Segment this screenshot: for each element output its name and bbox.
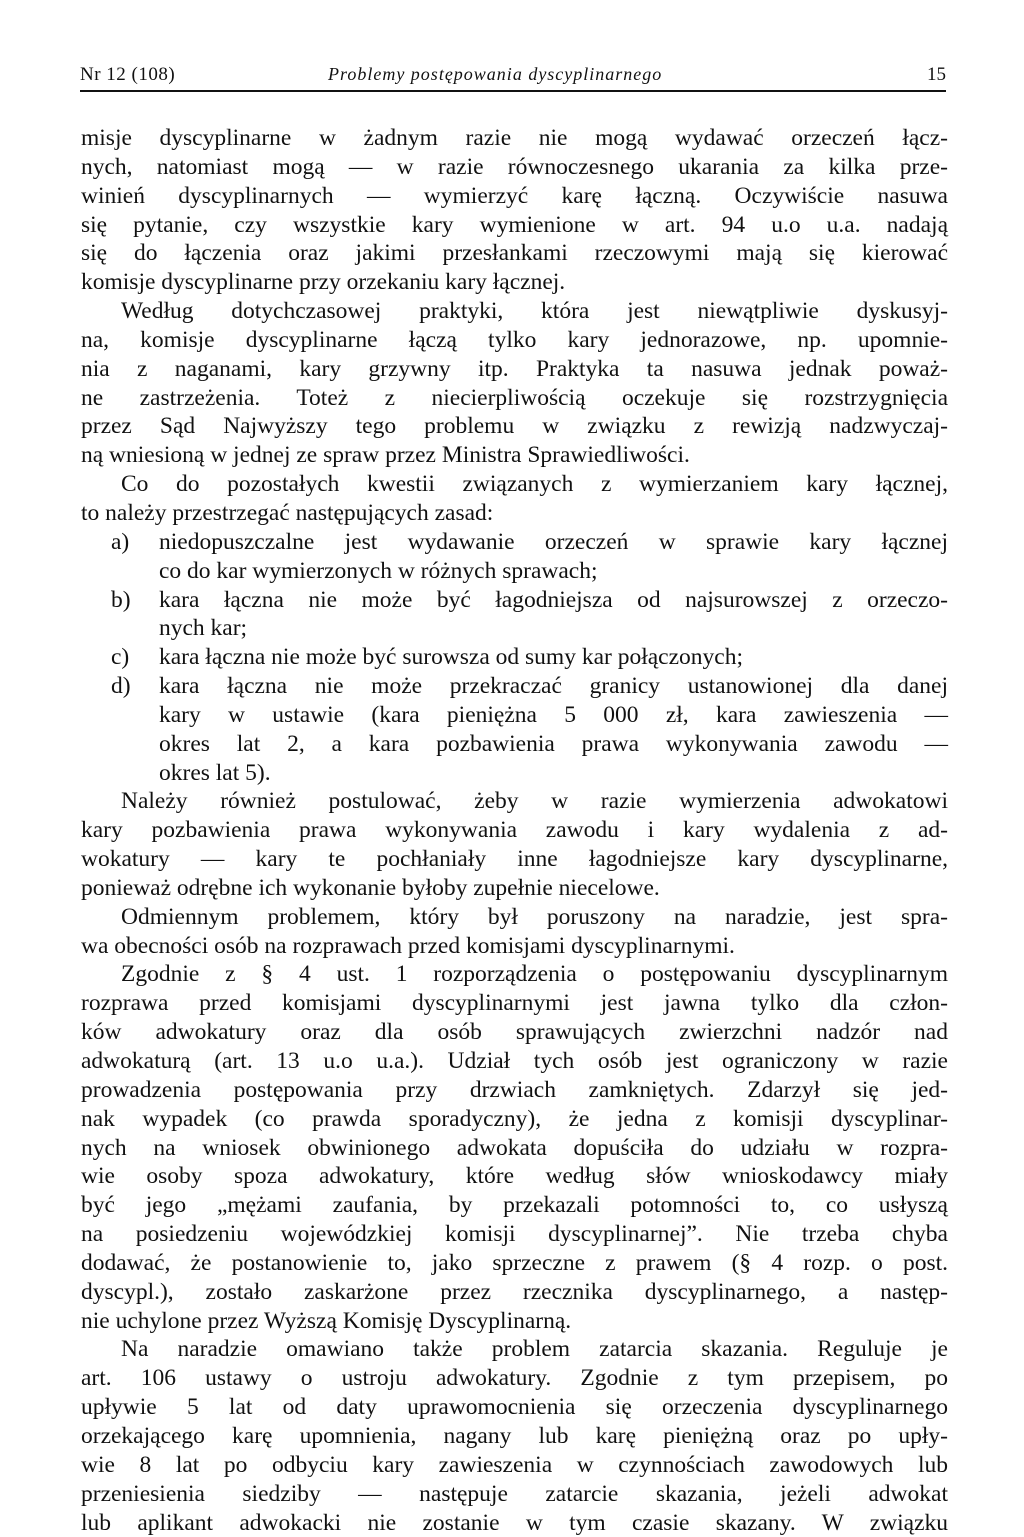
list-item-label: d)	[111, 672, 131, 701]
line-text: na posiedzeniu wojewódzkiej komisji dyscyplinarnej”. Nie trzeba chyba	[81, 1221, 948, 1247]
line-text: orzekającego karę upomnienia, nagany lub karę pieniężną oraz po upły-	[81, 1423, 948, 1449]
line-text: przez Sąd Najwyższy tego problemu w związku z rewizją nadzwyczaj-	[81, 413, 948, 439]
text-line	[81, 153, 948, 182]
text-line	[81, 1509, 948, 1537]
list-item-label: c)	[111, 643, 129, 672]
page-number: 15	[927, 64, 946, 86]
line-text: Według dotychczasowej praktyki, która jest niewątpliwie dyskusyj-	[121, 298, 948, 324]
line-text: winień dyscyplinarnych — wymierzyć karę łączną. Oczywiście nasuwa	[81, 183, 948, 209]
text-line	[81, 903, 948, 932]
text-line	[81, 182, 948, 211]
text-line	[81, 441, 948, 470]
line-text: ponieważ odrębne ich wykonanie byłoby zupełnie niecelowe.	[81, 875, 660, 901]
line-text: rozprawa przed komisjami dyscyplinarnymi jest jawna tylko dla człon-	[81, 990, 948, 1016]
list-item-line	[81, 528, 948, 557]
list-item-label: b)	[111, 586, 131, 615]
list-item-label: a)	[111, 528, 129, 557]
line-text: wie 8 lat po odbyciu kary zawieszenia w czynnościach zawodowych lub	[81, 1452, 948, 1478]
text-line	[81, 1451, 948, 1480]
line-text: się do łączenia oraz jakimi przesłankami rzeczowymi mają się kierować	[81, 240, 948, 266]
text-line	[81, 326, 948, 355]
text-line	[81, 1393, 948, 1422]
text-line	[81, 730, 948, 759]
text-line	[81, 1249, 948, 1278]
line-text: dodawać, że postanowienie to, jako sprzeczne z prawem (§ 4 rozp. o post.	[81, 1250, 948, 1276]
line-text: nie uchylone przez Wyższą Komisję Dyscyplinarną.	[81, 1308, 571, 1334]
text-line	[81, 1105, 948, 1134]
text-line	[81, 355, 948, 384]
issue-number: Nr 12 (108)	[80, 64, 175, 86]
list-item-line	[81, 643, 948, 672]
line-text: Na naradzie omawiano także problem zatarcia skazania. Reguluje je	[121, 1336, 948, 1362]
line-text: misje dyscyplinarne w żadnym razie nie mogą wydawać orzeczeń łącz-	[81, 125, 948, 151]
line-text: to należy przestrzegać następujących zasad:	[81, 500, 493, 526]
line-text: prowadzenia postępowania przy drzwiach zamkniętych. Zdarzył się jed-	[81, 1077, 948, 1103]
line-text: się pytanie, czy wszystkie kary wymienione w art. 94 u.o u.a. nadają	[81, 212, 948, 238]
text-line	[81, 1134, 948, 1163]
text-line	[81, 1076, 948, 1105]
line-text: dyscypl.), zostało zaskarżone przez rzecznika dyscyplinarnego, a następ-	[81, 1279, 948, 1305]
running-title: Problemy postępowania dyscyplinarnego	[328, 64, 662, 85]
line-text: wie osoby spoza adwokatury, które według słów wnioskodawcy miały	[81, 1163, 948, 1189]
text-line	[81, 614, 948, 643]
text-line	[81, 124, 948, 153]
text-line	[81, 239, 948, 268]
line-text: kara łączna nie może przekraczać granicy ustanowionej dla danej	[159, 673, 948, 699]
text-line	[81, 297, 948, 326]
line-text: przeniesienia siedziby — następuje zatarcie skazania, jeżeli adwokat	[81, 1481, 948, 1507]
line-text: adwokaturą (art. 13 u.o u.a.). Udział tych osób jest ograniczony w razie	[81, 1048, 948, 1074]
text-line	[81, 557, 948, 586]
line-text: kara łączna nie może być łagodniejsza od najsurowszej z orzeczo-	[159, 587, 948, 613]
text-line	[81, 412, 948, 441]
text-line	[81, 1162, 948, 1191]
line-text: ków adwokatury oraz dla osób sprawujących zwierzchni nadzór nad	[81, 1019, 948, 1045]
line-text: wa obecności osób na rozprawach przed komisjami dyscyplinarnymi.	[81, 933, 735, 959]
line-text: niedopuszczalne jest wydawanie orzeczeń w sprawie kary łącznej	[159, 529, 948, 555]
text-line	[81, 1018, 948, 1047]
line-text: lub aplikant adwokacki nie zostanie w tym czasie skazany. W związku	[81, 1510, 948, 1536]
line-text: nych na wniosek obwinionego adwokata dopuściła do udziału w rozpra-	[81, 1135, 948, 1161]
text-line	[81, 989, 948, 1018]
text-line	[81, 1480, 948, 1509]
text-line	[81, 874, 948, 903]
list-item-line	[81, 672, 948, 701]
line-text: art. 106 ustawy o ustroju adwokatury. Zgodnie z tym przepisem, po	[81, 1365, 948, 1391]
text-line	[81, 932, 948, 961]
list-item-line	[81, 586, 948, 615]
text-line	[81, 759, 948, 788]
text-line	[81, 845, 948, 874]
text-line	[81, 960, 948, 989]
line-text: kary w ustawie (kara pieniężna 5 000 zł, kara zawieszenia —	[159, 702, 948, 728]
text-line	[81, 1307, 948, 1336]
text-line	[81, 499, 948, 528]
line-text: nak wypadek (co prawda sporadyczny), że jedna z komisji dyscyplinar-	[81, 1106, 948, 1132]
line-text: Odmiennym problemem, który był poruszony na naradzie, jest spra-	[121, 904, 948, 930]
text-line	[81, 384, 948, 413]
line-text: komisje dyscyplinarne przy orzekaniu kary łącznej.	[81, 269, 565, 295]
line-text: wokatury — kary te pochłaniały inne łagodniejsze kary dyscyplinarne,	[81, 846, 948, 872]
line-text: nych kar;	[159, 615, 247, 641]
text-line	[81, 1422, 948, 1451]
line-text: kara łączna nie może być surowsza od sumy kar połączonych;	[159, 644, 743, 670]
text-line	[81, 816, 948, 845]
line-text: ne zastrzeżenia. Toteż z niecierpliwością oczekuje się rozstrzygnięcia	[81, 385, 948, 411]
text-line	[81, 1191, 948, 1220]
line-text: upływie 5 lat od daty uprawomocnienia się orzeczenia dyscyplinarnego	[81, 1394, 948, 1420]
text-line	[81, 211, 948, 240]
text-line	[81, 1220, 948, 1249]
text-line	[81, 1278, 948, 1307]
line-text: Należy również postulować, żeby w razie wymierzenia adwokatowi	[121, 788, 948, 814]
text-line	[81, 1335, 948, 1364]
line-text: kary pozbawienia prawa wykonywania zawodu i kary wydalenia z ad-	[81, 817, 948, 843]
line-text: nia z naganami, kary grzywny itp. Praktyka ta nasuwa jednak poważ-	[81, 356, 948, 382]
text-line	[81, 701, 948, 730]
line-text: nych, natomiast mogą — w razie równoczesnego ukarania za kilka prze-	[81, 154, 948, 180]
line-text: co do kar wymierzonych w różnych sprawach;	[159, 558, 598, 584]
text-line	[81, 470, 948, 499]
text-line	[81, 268, 948, 297]
article-body	[81, 124, 948, 1537]
line-text: Co do pozostałych kwestii związanych z wymierzaniem kary łącznej,	[121, 471, 948, 497]
line-text: być jego „mężami zaufania, by przekazali potomności to, co usłyszą	[81, 1192, 948, 1218]
line-text: okres lat 2, a kara pozbawienia prawa wykonywania zawodu —	[159, 731, 948, 757]
text-line	[81, 1047, 948, 1076]
line-text: Zgodnie z § 4 ust. 1 rozporządzenia o postępowaniu dyscyplinarnym	[121, 961, 948, 987]
running-header	[80, 60, 946, 92]
text-line	[81, 1364, 948, 1393]
line-text: na, komisje dyscyplinarne łączą tylko kary jednorazowe, np. upomnie-	[81, 327, 948, 353]
text-line	[81, 787, 948, 816]
line-text: ną wniesioną w jednej ze spraw przez Ministra Sprawiedliwości.	[81, 442, 690, 468]
line-text: okres lat 5).	[159, 760, 271, 786]
